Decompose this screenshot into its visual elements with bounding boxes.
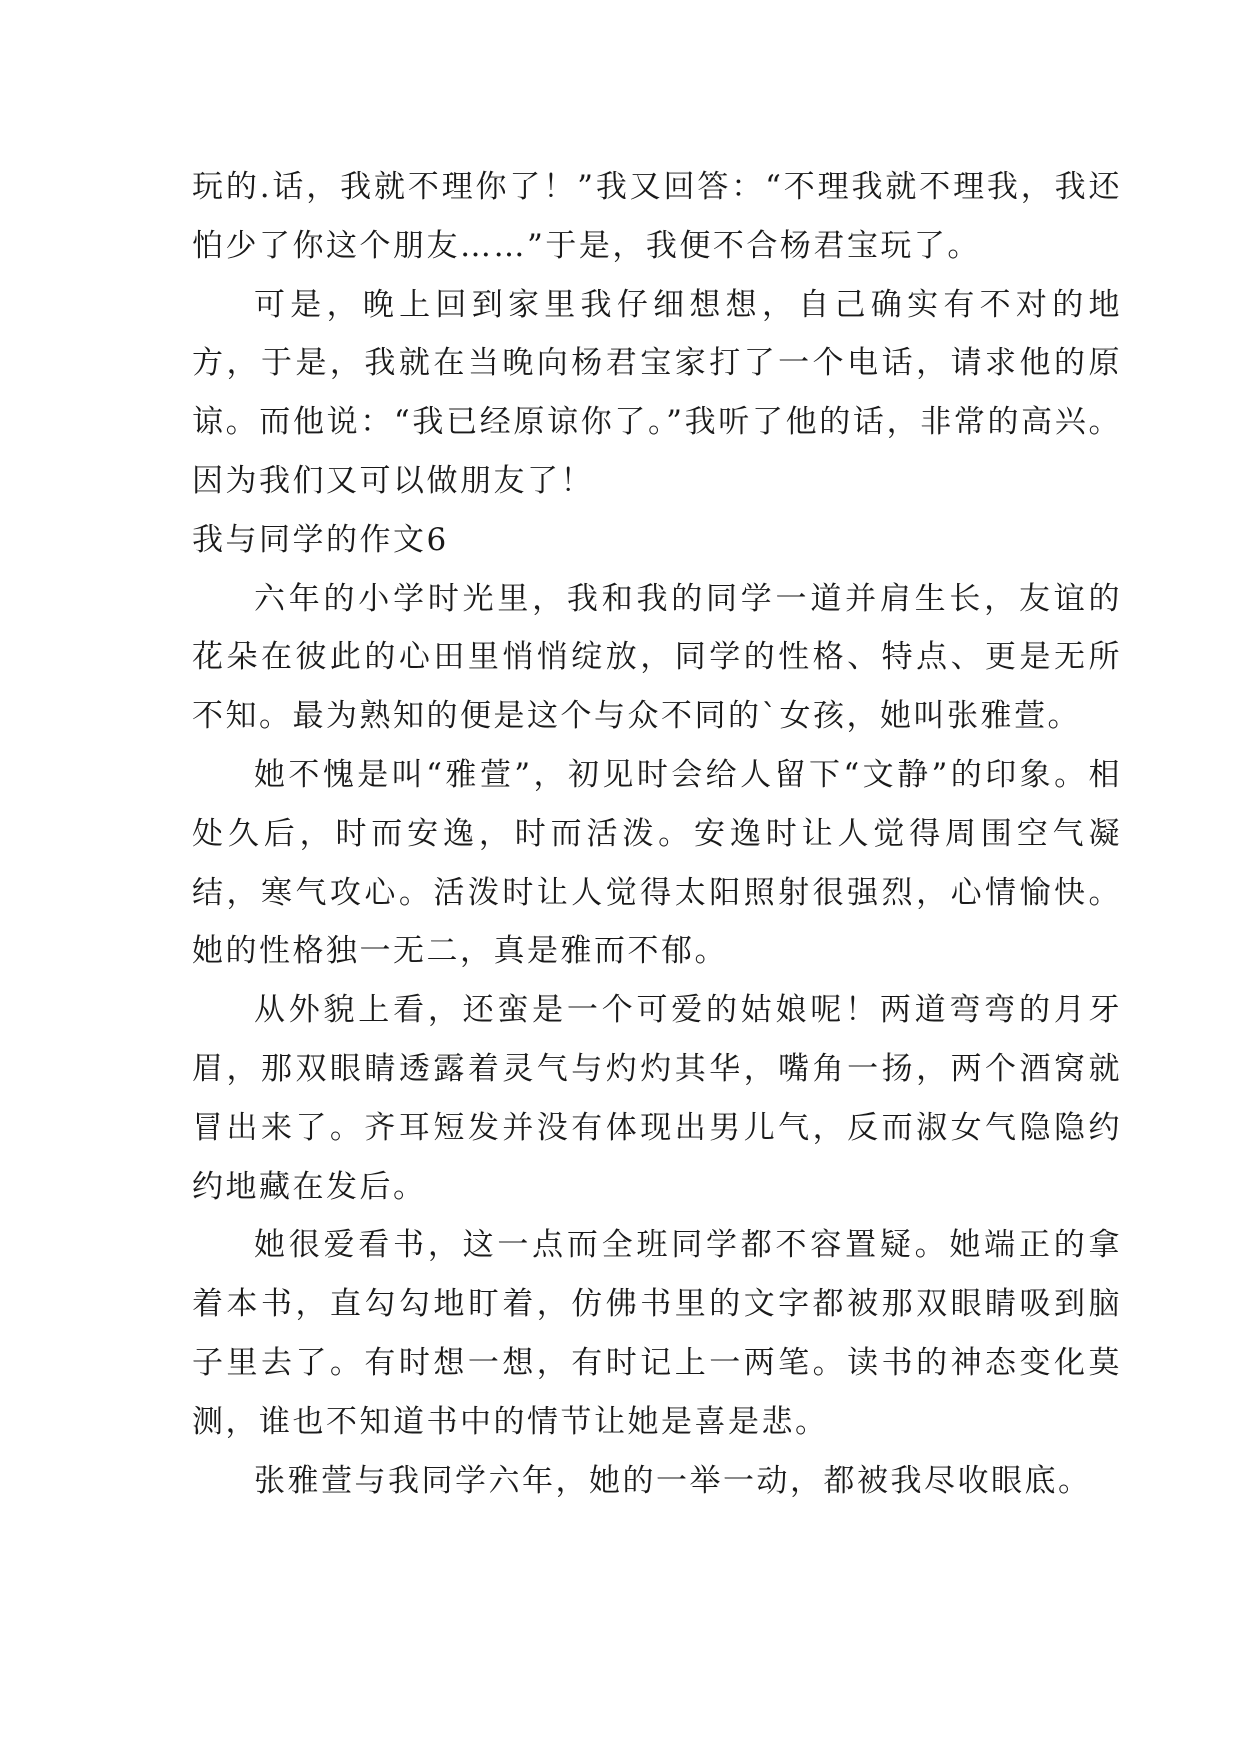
- paragraph: 从外貌上看，还蛮是一个可爱的姑娘呢！两道弯弯的月牙眉，那双眼睛透露着灵气与灼灼其华，嘴角一扬，两个酒窝就冒出来了。齐耳短发并没有体现出男儿气，反而淑女气隐隐约约地藏在发后。: [192, 992, 1122, 1205]
- paragraph: 六年的小学时光里，我和我的同学一道并肩生长，友谊的花朵在彼此的心田里悄悄绽放，同学的性格、特点、更是无所不知。最为熟知的便是这个与众不同的`女孩，她叫张雅萱。: [192, 580, 1122, 735]
- document-body: [192, 158, 1122, 1510]
- paragraph-continuation: 玩的.话，我就不理你了！”我又回答：“不理我就不理我，我还怕少了你这个朋友……”于是，我便不合杨君宝玩了。: [192, 169, 1122, 264]
- essay-heading: 我与同学的作文6: [192, 521, 449, 558]
- paragraph: 张雅萱与我同学六年，她的一举一动，都被我尽收眼底。: [254, 1462, 1092, 1499]
- paragraph: 她很爱看书，这一点而全班同学都不容置疑。她端正的拿着本书，直勾勾地盯着，仿佛书里的文字都被那双眼睛吸到脑子里去了。有时想一想，有时记上一两笔。读书的神态变化莫测，谁也不知道书中的情节让她是喜是悲。: [192, 1227, 1122, 1440]
- paragraph: 她不愧是叫“雅萱”，初见时会给人留下“文静”的印象。相处久后，时而安逸，时而活泼。安逸时让人觉得周围空气凝结，寒气攻心。活泼时让人觉得太阳照射很强烈，心情愉快。她的性格独一无二，真是雅而不郁。: [192, 756, 1122, 970]
- paragraph: 可是，晚上回到家里我仔细想想，自己确实有不对的地方，于是，我就在当晚向杨君宝家打了一个电话，请求他的原谅。而他说：“我已经原谅你了。”我听了他的话，非常的高兴。因为我们又可以做朋友了！: [192, 286, 1122, 499]
